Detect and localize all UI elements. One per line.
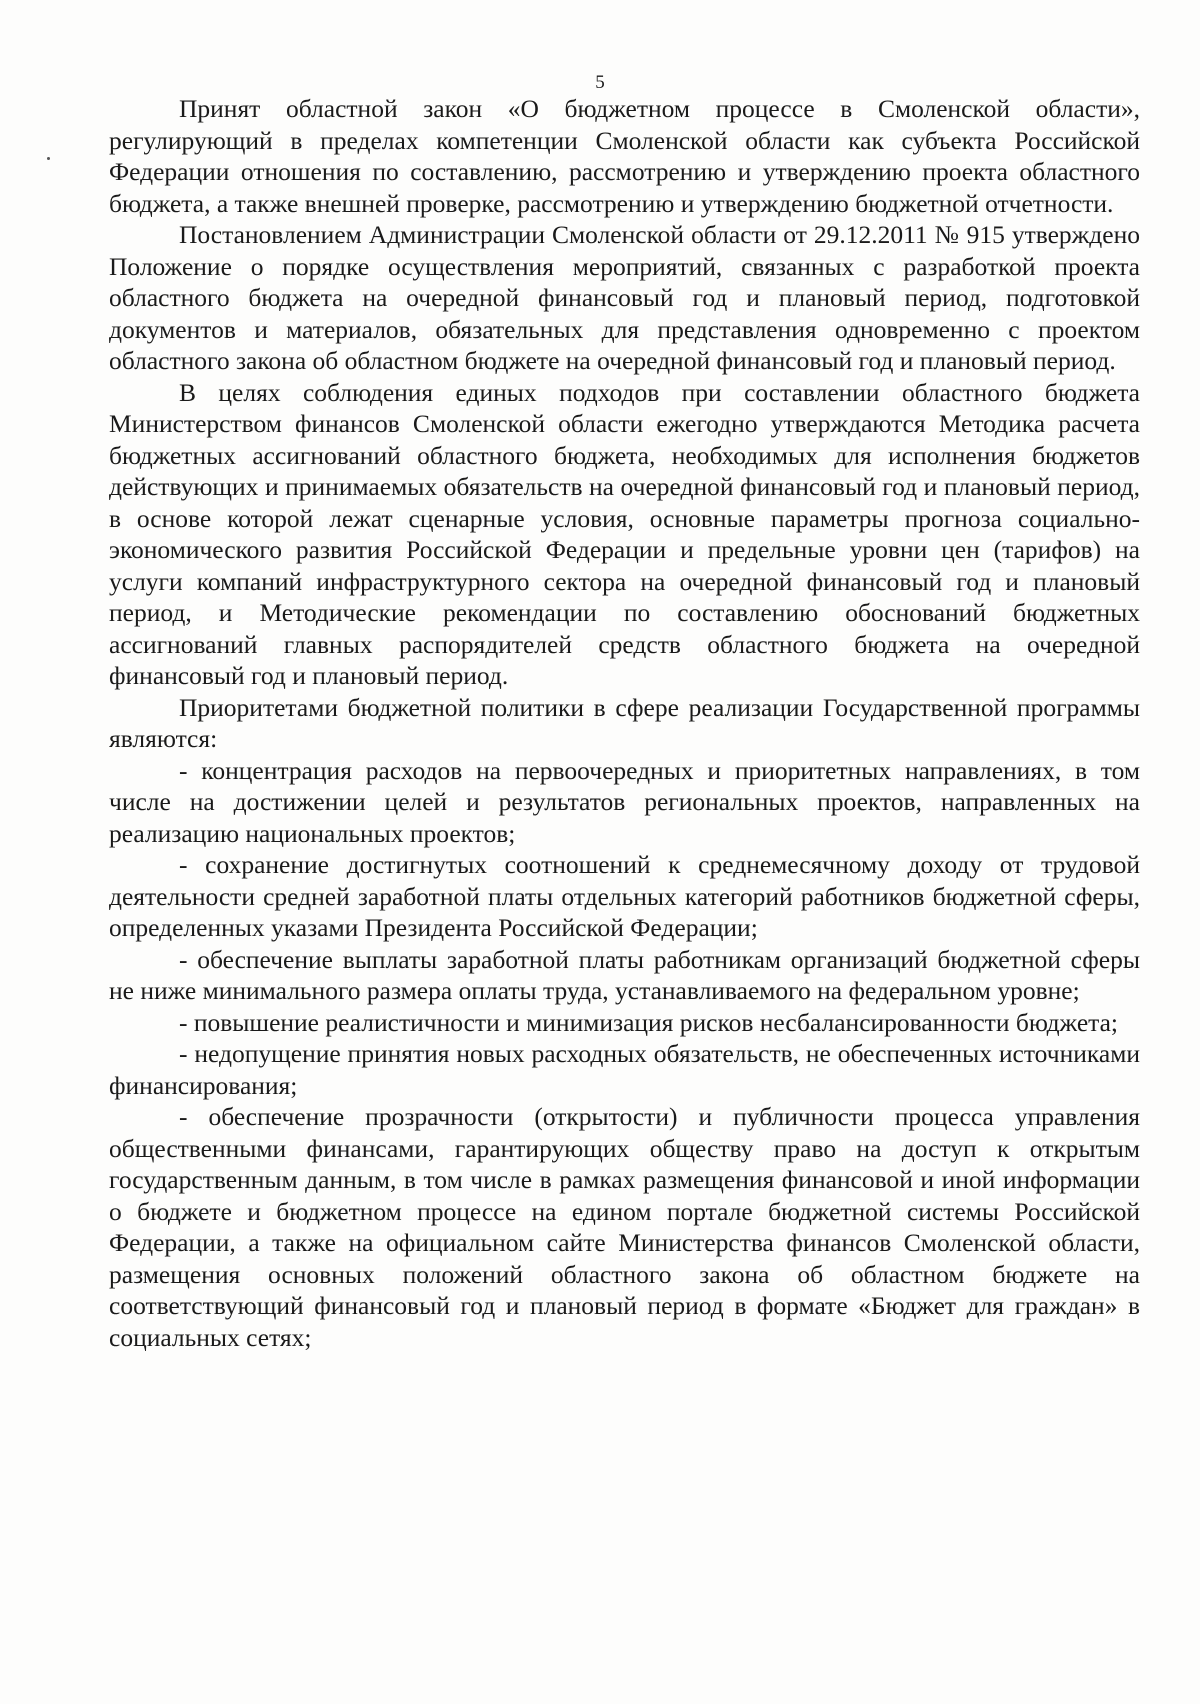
list-item-expense-concentration: - концентрация расходов на первоочередных и приоритетных направлениях, в том числе на достижении целей и результатов региональных проектов, направленных на реализацию национальных проектов; xyxy=(109,755,1140,848)
paragraph-methodology: В целях соблюдения единых подходов при составлении областного бюджета Министерством финансов Смоленской области ежегодно утверждаются Методика расчета бюджетных ассигнований областного бюджета, необходимых для исполнения бюджетов действующих и принимаемых обязательств на очередной финансовый год и плановый период, в основе которой лежат сценарные условия, основные параметры прогноза социально-экономического развития Российской Федерации и предельные уровни цен (тарифов) на услуги компаний инфраструктурного сектора на очередной финансовый год и плановый период, и Методические рекомендации по составлению обоснований бюджетных ассигнований главных распорядителей средств областного бюджета на очередной финансовый год и плановый период. xyxy=(109,377,1140,690)
list-item-salary-ratios: - сохранение достигнутых соотношений к среднемесячному доходу от трудовой деятельности средней заработной платы отдельных категорий работников бюджетной сферы, определенных указами Президента Российской Федерации; xyxy=(109,850,1140,942)
list-item-no-unfunded-obligations: - недопущение принятия новых расходных обязательств, не обеспеченных источниками финансирования; xyxy=(109,1039,1140,1100)
document-body xyxy=(109,93,1140,1353)
scan-dot-mark xyxy=(47,157,50,160)
list-item-transparency: - обеспечение прозрачности (открытости) и публичности процесса управления общественными финансами, гарантирующих обществу право на доступ к открытым государственным данным, в том числе в рамках размещения финансовой и иной информации о бюджете и бюджетном процессе на едином портале бюджетной системы Российской Федерации, а также на официальном сайте Министерства финансов Смоленской области, размещения основных положений областного закона об областном бюджете на соответствующий финансовый год и плановый период в формате «Бюджет для граждан» в социальных сетях; xyxy=(109,1102,1140,1352)
list-item-budget-realism: - повышение реалистичности и минимизация рисков несбалансированности бюджета; xyxy=(179,1007,1119,1037)
paragraph-resolution-915: Постановлением Администрации Смоленской области от 29.12.2011 № 915 утверждено Положение о порядке осуществления мероприятий, связанных с разработкой проекта областного бюджета на очередной финансовый год и плановый период, подготовкой документов и материалов, обязательных для представления одновременно с проектом областного закона об областном бюджете на очередной финансовый год и плановый период. xyxy=(109,220,1140,375)
page-number: 5 xyxy=(595,72,605,93)
paragraph-budget-law: Принят областной закон «О бюджетном процессе в Смоленской области», регулирующий в пределах компетенции Смоленской области как субъекта Российской Федерации отношения по составлению, рассмотрению и утверждению проекта областного бюджета, а также внешней проверке, рассмотрению и утверждению бюджетной отчетности. xyxy=(109,94,1140,218)
paragraph-priorities-intro: Приоритетами бюджетной политики в сфере реализации Государственной программы являются: xyxy=(109,692,1140,753)
list-item-minimum-wage: - обеспечение выплаты заработной платы работникам организаций бюджетной сферы не ниже минимального размера оплаты труда, устанавливаемого на федеральном уровне; xyxy=(109,944,1140,1005)
